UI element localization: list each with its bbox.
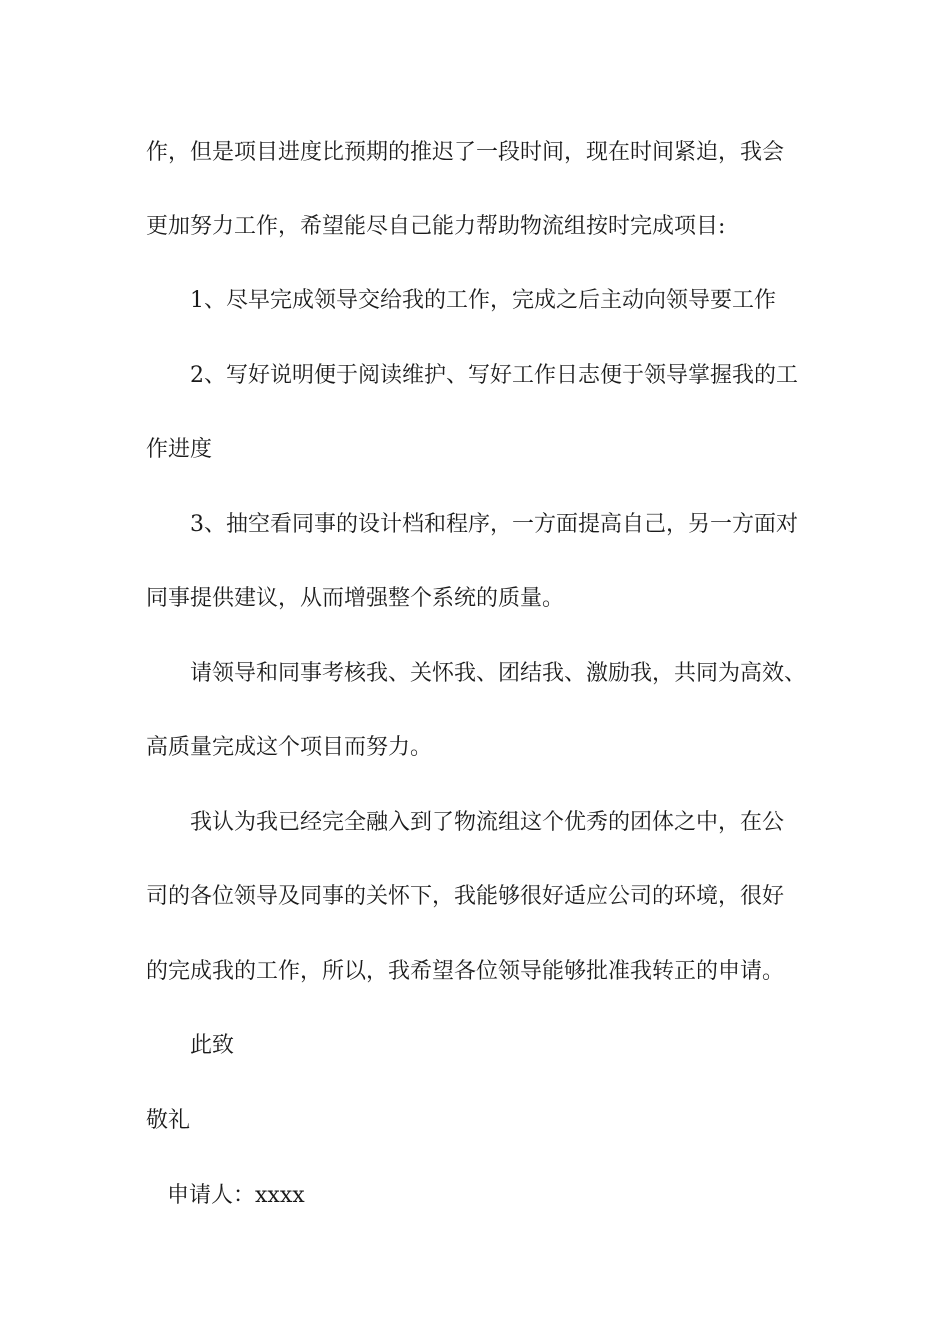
paragraph-conclusion-continued: 司的各位领导及同事的关怀下，我能够很好适应公司的环境，很好 [146, 884, 785, 909]
paragraph-conclusion: 我认为我已经完全融入到了物流组这个优秀的团体之中，在公 [190, 810, 785, 835]
closing-salutation: 此致 [190, 1033, 235, 1058]
paragraph-conclusion-continued: 的完成我的工作，所以，我希望各位领导能够批准我转正的申请。 [146, 959, 785, 984]
list-item-3: 3、抽空看同事的设计档和程序，一方面提高自己，另一方面对 [190, 512, 798, 537]
applicant-signature: 申请人：xxxx [167, 1183, 305, 1208]
paragraph-request: 请领导和同事考核我、关怀我、团结我、激励我，共同为高效、 [190, 661, 807, 686]
paragraph-request-continued: 高质量完成这个项目而努力。 [146, 735, 433, 760]
closing-regards: 敬礼 [146, 1108, 191, 1133]
list-item-2: 2、写好说明便于阅读维护、写好工作日志便于领导掌握我的工 [190, 363, 798, 388]
list-item-3-continued: 同事提供建议，从而增强整个系统的质量。 [146, 586, 565, 611]
body-text-line: 作，但是项目进度比预期的推迟了一段时间，现在时间紧迫，我会 [146, 140, 785, 165]
body-text-line: 更加努力工作，希望能尽自己能力帮助物流组按时完成项目: [146, 214, 726, 239]
list-item-1: 1、尽早完成领导交给我的工作，完成之后主动向领导要工作 [190, 288, 776, 313]
list-item-2-continued: 作进度 [146, 437, 213, 462]
